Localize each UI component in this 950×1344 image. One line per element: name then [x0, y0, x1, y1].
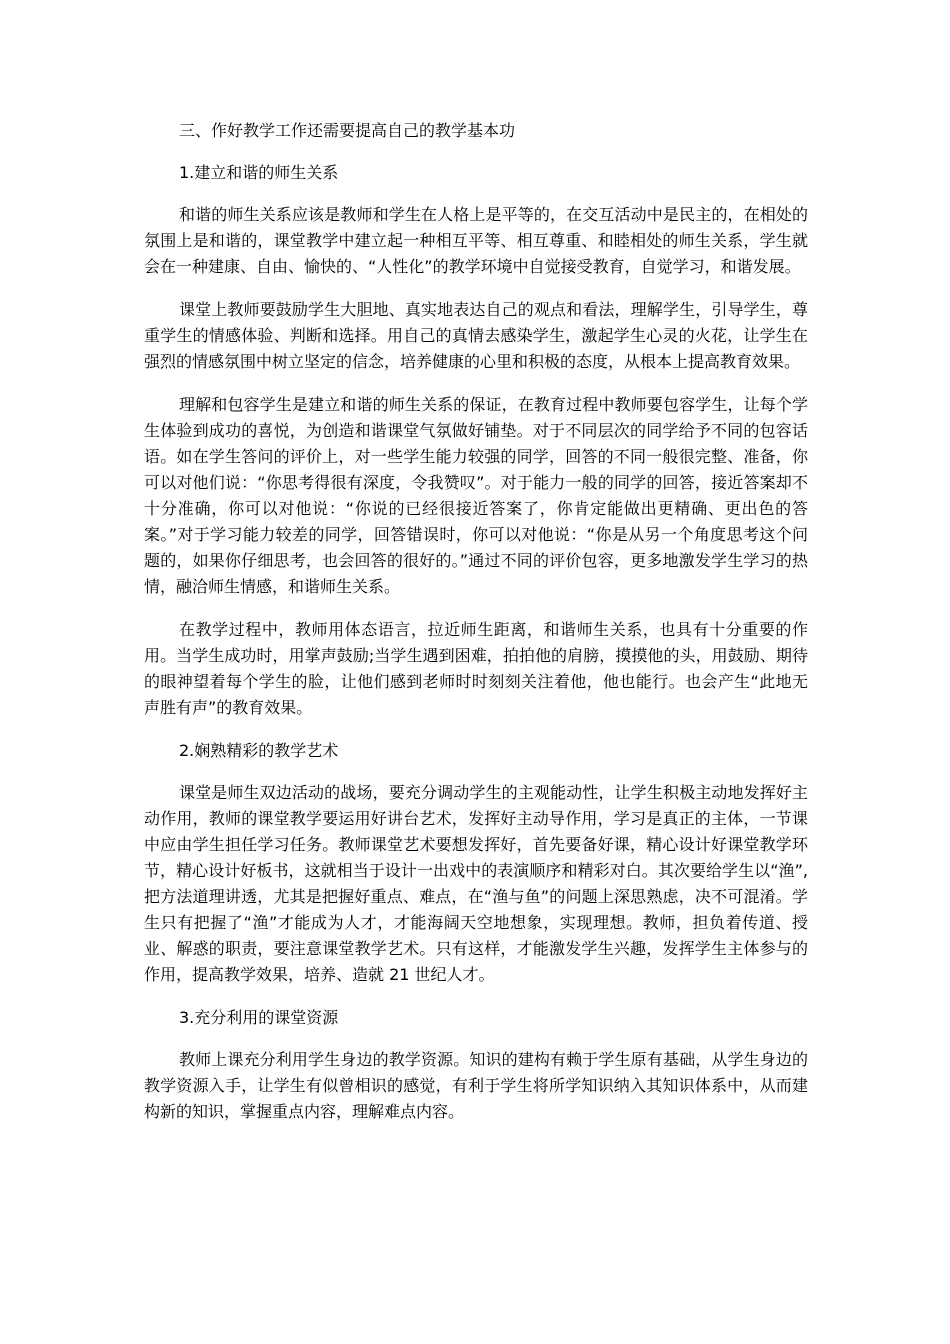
paragraph-3: 理解和包容学生是建立和谐的师生关系的保证，在教育过程中教师要包容学生，让每个学生体验到成功的喜悦，为创造和谐课堂气氛做好铺垫。对于不同层次的同学给予不同的包容话语。如在学生答问的评价上，对一些学生能力较强的同学，回答的不同一般很完整、准备，你可以对他们说：“你思考得很有深度，令我赞叹”。对于能力一般的同学的回答，接近答案却不十分准确，你可以对他说：“你说的已经很接近答案了，你肯定能做出更精确、更出色的答案。”对于学习能力较差的同学，回答错误时，你可以对他说：“你是从另一个角度思考这个问题的，如果你仔细思考，也会回答的很好的。”通过不同的评价包容，更多地激发学生学习的热情，融洽师生情感，和谐师生关系。 [144, 395, 808, 596]
document-page [144, 118, 808, 1142]
subsection-title-1: 1.建立和谐的师生关系 [179, 163, 339, 182]
paragraph-6: 教师上课充分利用学生身边的教学资源。知识的建构有赖于学生原有基础，从学生身边的教学资源入手，让学生有似曾相识的感觉，有利于学生将所学知识纳入其知识体系中，从而建构新的知识，掌握重点内容，理解难点内容。 [144, 1050, 808, 1121]
paragraph-1: 和谐的师生关系应该是教师和学生在人格上是平等的，在交互活动中是民主的，在相处的氛围上是和谐的，课堂教学中建立起一种相互平等、相互尊重、和睦相处的师生关系，学生就会在一种建康、自由、愉快的、“人性化”的教学环境中自觉接受教育，自觉学习，和谐发展。 [144, 205, 808, 276]
paragraph-5: 课堂是师生双边活动的战场，要充分调动学生的主观能动性，让学生积极主动地发挥好主动作用，教师的课堂教学要运用好讲台艺术，发挥好主动导作用，学习是真正的主体，一节课中应由学生担任学习任务。教师课堂艺术要想发挥好，首先要备好课，精心设计好课堂教学环节，精心设计好板书，这就相当于设计一出戏中的表演顺序和精彩对白。其次要给学生以“渔”,把方法道理讲透，尤其是把握好重点、难点，在“渔与鱼”的问题上深思熟虑，决不可混淆。学生只有把握了“渔”才能成为人才，才能海阔天空地想象，实现理想。教师，担负着传道、授业、解惑的职责，要注意课堂教学艺术。只有这样，才能激发学生兴趣，发挥学生主体参与的作用，提高教学效果，培养、造就 21 世纪人才。 [144, 783, 808, 984]
subsection-title-3: 3.充分利用的课堂资源 [179, 1008, 339, 1027]
paragraph-2: 课堂上教师要鼓励学生大胆地、真实地表达自己的观点和看法，理解学生，引导学生，尊重学生的情感体验、判断和选择。用自己的真情去感染学生，激起学生心灵的火花，让学生在强烈的情感氛围中树立坚定的信念，培养健康的心里和积极的态度，从根本上提高教育效果。 [144, 300, 808, 371]
paragraph-4: 在教学过程中，教师用体态语言，拉近师生距离，和谐师生关系，也具有十分重要的作用。当学生成功时，用掌声鼓励;当学生遇到困难，拍拍他的肩膀，摸摸他的头，用鼓励、期待的眼神望着每个学生的脸，让他们感到老师时时刻刻关注着他，他也能行。也会产生“此地无声胜有声”的教育效果。 [144, 620, 808, 717]
section-title: 三、作好教学工作还需要提高自己的教学基本功 [179, 121, 516, 140]
subsection-title-2: 2.娴熟精彩的教学艺术 [179, 741, 339, 760]
